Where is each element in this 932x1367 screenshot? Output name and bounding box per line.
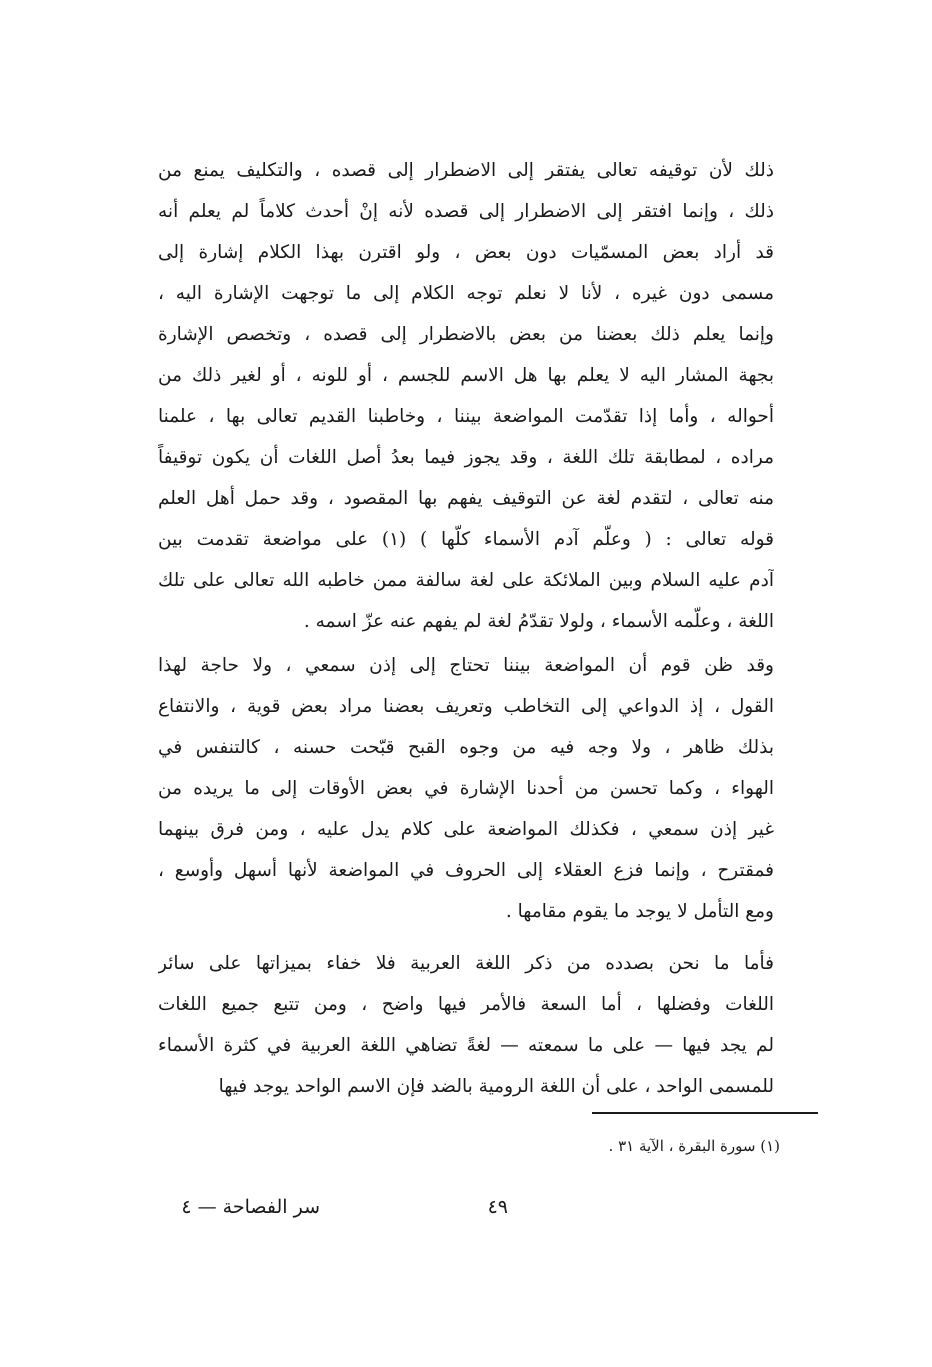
footnote: (١) سورة البقرة ، الآية ٣١ . xyxy=(608,1137,780,1155)
text-line: ذلك لأن توقيفه تعالى يفتقر إلى الاضطرار إلى قصده ، والتكليف يمنع من xyxy=(158,160,774,181)
text-line: غير إذن سمعي ، فكذلك المواضعة على كلام يدل عليه ، ومن فرق بينهما xyxy=(158,819,774,840)
text-line: بجهة المشار اليه لا يعلم بها هل الاسم للجسم ، أو للونه ، أو لغير ذلك من xyxy=(158,365,774,386)
text-line: ذلك ، وإنما افتقر إلى الاضطرار إلى قصده لأنه إنْ أحدث كلاماً لم يعلم أنه xyxy=(158,201,774,222)
text-line: مراده ، لمطابقة تلك اللغة ، وقد يجوز فيما بعدُ أصل اللغات أن يكون توقيفاً xyxy=(158,447,774,468)
text-line: بذلك ظاهر ، ولا وجه فيه من وجوه القبح قبّحت حسنه ، كالتنفس في xyxy=(158,737,774,758)
text-line: الهواء ، وكما تحسن من أحدنا الإشارة في بعض الأوقات إلى ما يريده من xyxy=(158,778,774,799)
text-line: قوله تعالى : ( وعلّم آدم الأسماء كلّها ) (١) على مواضعة تقدمت بين xyxy=(158,529,774,550)
running-footer-title: سر الفصاحة — ٤ xyxy=(181,1196,320,1218)
text-line: مسمى دون غيره ، لأنا لا نعلم توجه الكلام إلى ما توجهت الإشارة اليه ، xyxy=(158,283,774,304)
paragraph-2 xyxy=(158,645,774,932)
footnote-separator xyxy=(592,1112,818,1114)
text-line: قد أراد بعض المسمّيات دون بعض ، ولو اقترن بهذا الكلام إشارة إلى xyxy=(158,242,774,263)
text-line: آدم عليه السلام وبين الملائكة على لغة سالفة ممن خاطبه الله تعالى على تلك xyxy=(158,570,774,591)
text-line: اللغات وفضلها ، أما السعة فالأمر فيها واضح ، ومن تتبع جميع اللغات xyxy=(158,994,774,1015)
text-line: لم يجد فيها — على ما سمعته — لغةً تضاهي اللغة العربية في كثرة الأسماء xyxy=(158,1035,774,1056)
text-line: اللغة ، وعلّمه الأسماء ، ولولا تقدّمُ لغة لم يفهم عنه عزّ اسمه . xyxy=(303,611,774,632)
paragraph-1 xyxy=(158,150,774,642)
text-line: للمسمى الواحد ، على أن اللغة الرومية بالضد فإن الاسم الواحد يوجد فيها xyxy=(218,1076,774,1097)
text-line: منه تعالى ، لتقدم لغة عن التوقيف يفهم بها المقصود ، وقد حمل أهل العلم xyxy=(158,488,774,509)
page-number: ٤٩ xyxy=(487,1196,508,1218)
paragraph-3 xyxy=(158,943,774,1107)
text-line: وقد ظن قوم أن المواضعة بيننا تحتاج إلى إذن سمعي ، ولا حاجة لهذا xyxy=(158,655,774,676)
text-line: ومع التأمل لا يوجد ما يقوم مقامها . xyxy=(505,901,774,922)
text-line: القول ، إذ الدواعي إلى التخاطب وتعريف بعضنا مراد بعض قوية ، والانتفاع xyxy=(158,696,774,717)
text-line: وإنما يعلم ذلك بعضنا من بعض بالاضطرار إلى قصده ، وتخصص الإشارة xyxy=(158,324,774,345)
text-line: أحواله ، وأما إذا تقدّمت المواضعة بيننا ، وخاطبنا القديم تعالى بها ، علمنا xyxy=(158,406,774,427)
text-line: فأما ما نحن بصدده من ذكر اللغة العربية فلا خفاء بميزاتها على سائر xyxy=(158,953,774,974)
text-line: فمقترح ، وإنما فزع العقلاء إلى الحروف في المواضعة لأنها أسهل وأوسع ، xyxy=(158,860,774,881)
